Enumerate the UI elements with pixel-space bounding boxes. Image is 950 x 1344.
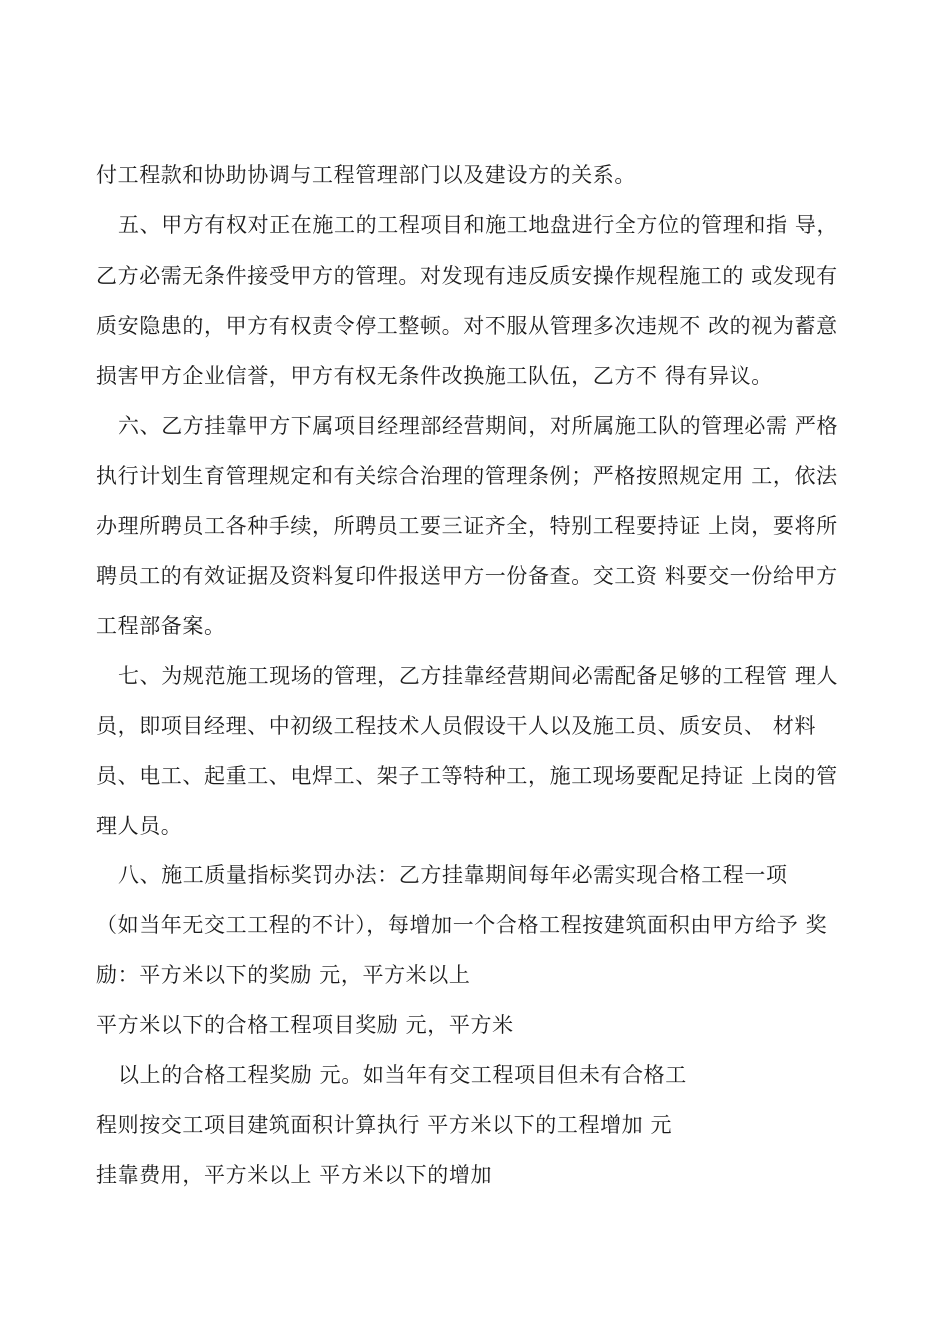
text-line: 工程部备案。 <box>96 614 226 638</box>
text-line: 五、甲方有权对正在施工的工程项目和施工地盘进行全方位的管理和指 导， <box>118 213 839 237</box>
text-line: 聘员工的有效证据及资料复印件报送甲方一份备查。交工资 料要交一份给甲方 <box>96 564 838 588</box>
text-line: 八、施工质量指标奖罚办法：乙方挂靠期间每年必需实现合格工程一项 <box>118 863 788 887</box>
text-line: 乙方必需无条件接受甲方的管理。对发现有违反质安操作规程施工的 或发现有 <box>96 264 838 288</box>
text-line: 付工程款和协助协调与工程管理部门以及建设方的关系。 <box>96 163 636 187</box>
text-line: 励：平方米以下的奖励 元，平方米以上 <box>96 963 471 987</box>
text-line: 员、电工、起重工、电焊工、架子工等特种工，施工现场要配足持证 上岗的管 <box>96 764 838 788</box>
text-line: 程则按交工项目建筑面积计算执行 平方米以下的工程增加 元 <box>96 1113 673 1137</box>
text-line: 七、为规范施工现场的管理，乙方挂靠经营期间必需配备足够的工程管 理人 <box>118 664 839 688</box>
text-line: 以上的合格工程奖励 元。如当年有交工程项目但未有合格工 <box>118 1063 687 1087</box>
text-line: 执行计划生育管理规定和有关综合治理的管理条例；严格按照规定用 工，依法 <box>96 464 838 488</box>
text-line: 损害甲方企业信誉，甲方有权无条件改换施工队伍，乙方不 得有异议。 <box>96 364 773 388</box>
text-line: 理人员。 <box>96 814 183 838</box>
text-line: 挂靠费用，平方米以上 平方米以下的增加 <box>96 1163 493 1187</box>
text-line: 员，即项目经理、中初级工程技术人员假设干人以及施工员、质安员、 材料 <box>96 714 817 738</box>
text-line: 平方米以下的合格工程项目奖励 元，平方米 <box>96 1013 514 1037</box>
text-line: 质安隐患的，甲方有权责令停工整顿。对不服从管理多次违规不 改的视为蓄意 <box>96 314 838 338</box>
text-line: （如当年无交工工程的不计），每增加一个合格工程按建筑面积由甲方给予 奖 <box>96 913 828 937</box>
text-line: 六、乙方挂靠甲方下属项目经理部经营期间，对所属施工队的管理必需 严格 <box>118 414 839 438</box>
text-line: 办理所聘员工各种手续，所聘员工要三证齐全，特别工程要持证 上岗，要将所 <box>96 514 838 538</box>
